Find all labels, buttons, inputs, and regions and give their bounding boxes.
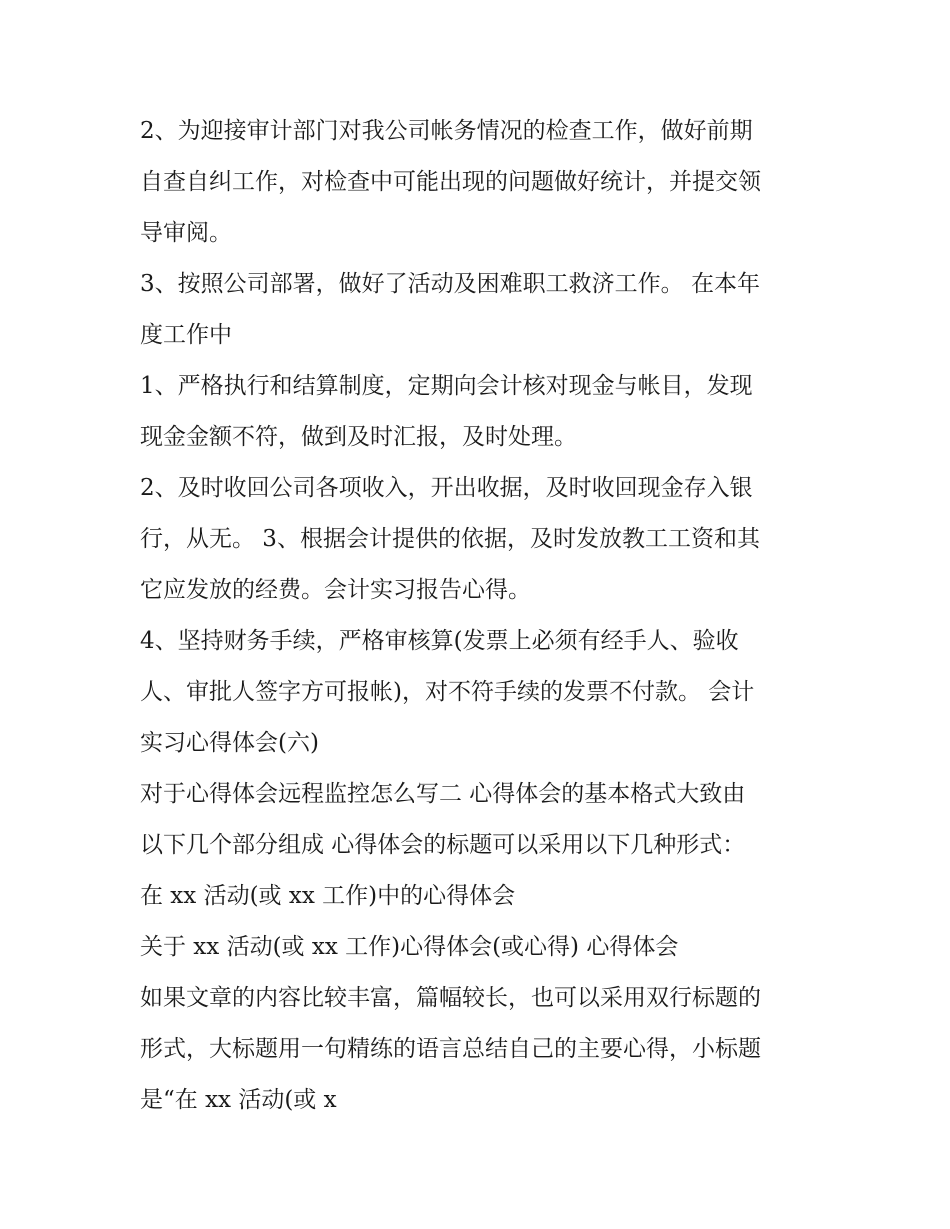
text-line: 实习心得体会(六) — [140, 730, 319, 756]
text-line: 关于 xx 活动(或 xx 工作)心得体会(或心得) 心得体会 — [140, 934, 679, 960]
text-line: 以下几个部分组成 心得体会的标题可以采用以下几种形式： — [140, 832, 746, 858]
text-line: 对于心得体会远程监控怎么写二 心得体会的基本格式大致由 — [140, 781, 746, 807]
text-line: 现金金额不符，做到及时汇报，及时处理。 — [140, 424, 577, 450]
text-line: 它应发放的经费。会计实习报告心得。 — [140, 577, 531, 603]
text-line: 度工作中 — [140, 322, 232, 348]
text-line: 3、按照公司部署，做好了活动及困难职工救济工作。 在本年 — [140, 271, 760, 297]
text-line: 自查自纠工作，对检查中可能出现的问题做好统计，并提交领 — [140, 169, 761, 195]
text-line: 行，从无。 3、根据会计提供的依据，及时发放教工工资和其 — [140, 526, 760, 552]
text-line: 4、坚持财务手续，严格审核算(发票上必须有经手人、验收 — [140, 628, 739, 654]
text-line: 是“在 xx 活动(或 x — [140, 1087, 337, 1113]
text-line: 2、及时收回公司各项收入，开出收据，及时收回现金存入银 — [140, 475, 753, 501]
text-line: 1、严格执行和结算制度，定期向会计核对现金与帐目，发现 — [140, 373, 753, 399]
text-line: 2、为迎接审计部门对我公司帐务情况的检查工作，做好前期 — [140, 118, 753, 144]
text-line: 形式，大标题用一句精练的语言总结自己的主要心得，小标题 — [140, 1036, 761, 1062]
text-line: 人、审批人签字方可报帐)，对不符手续的发票不付款。 会计 — [140, 679, 755, 705]
text-line: 导审阅。 — [140, 220, 232, 246]
text-line: 在 xx 活动(或 xx 工作)中的心得体会 — [140, 883, 516, 909]
text-line: 如果文章的内容比较丰富，篇幅较长，也可以采用双行标题的 — [140, 985, 761, 1011]
document-body — [140, 106, 830, 1126]
